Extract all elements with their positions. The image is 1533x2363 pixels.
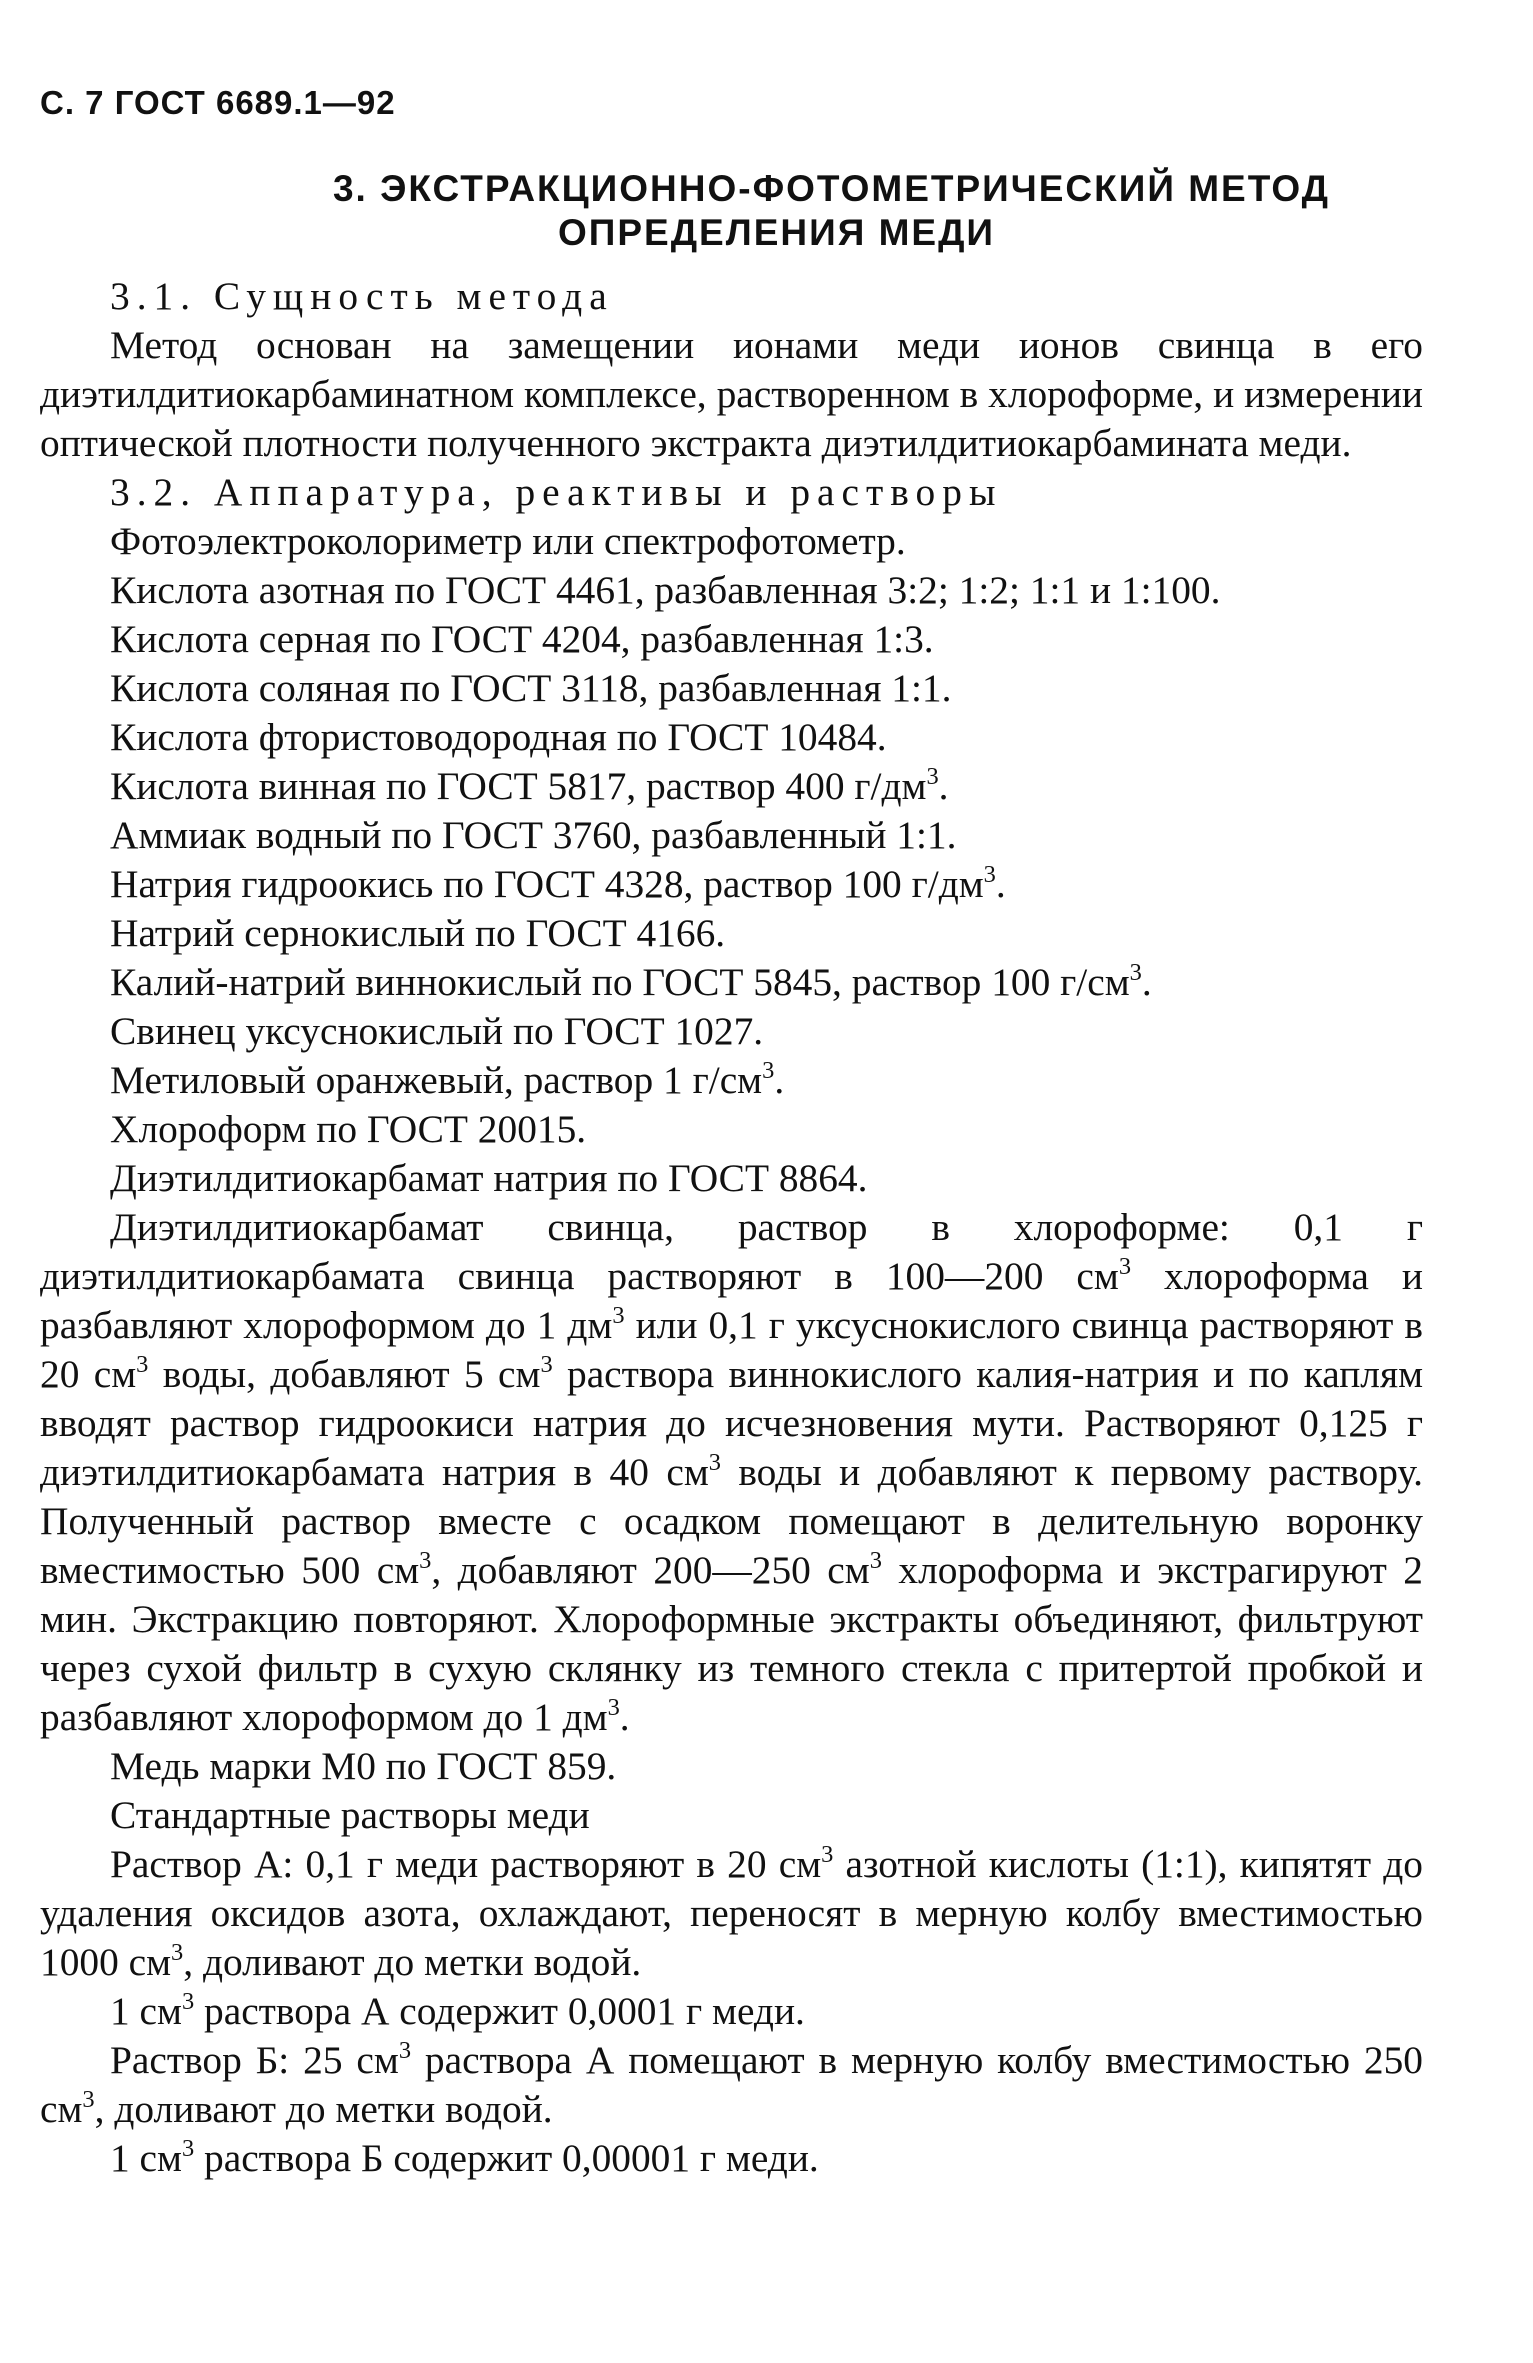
reagent-item: Кислота винная по ГОСТ 5817, раствор 400 $г/дм^3$.: [110, 762, 949, 808]
paragraph-solution-b: Раствор Б: 25 $см^3$ раствора А помещают в мерную колбу вместимостью 250 $см^3$, доливают до метки водой.: [40, 2036, 1423, 2131]
reagent-item: Кислота фтористоводородная по ГОСТ 10484.: [110, 715, 887, 759]
paragraph-lead-diethyldithiocarbamate: Диэтилдитиокарбамат свинца, раствор в хлороформе: 0,1 г диэтилдитиокарбамата свинца растворяют в 100—200 $см^3$ хлороформа и разбавляют хлороформом до 1 $дм^3$ или 0,1 г уксуснокислого свинца растворяют в 20 $см^3$ воды, добавляют 5 $см^3$ раствора виннокислого калия-натрия и по каплям вводят раствор гидроокиси натрия до исчезновения мути. Растворяют 0,125 г диэтилдитиокарбамата натрия в 40 $см^3$ воды и добавляют к первому раствору. Полученный раствор вместе с осадком помещают в делительную воронку вместимостью 500 $см^3$, добавляют 200—250 $см^3$ хлороформа и экстрагируют 2 мин. Экстракцию повторяют. Хлороформные экстракты объединяют, фильтруют через сухой фильтр в сухую склянку из темного стекла с притертой пробкой и разбавляют хлороформом до 1 $дм^3$.: [40, 1205, 1423, 1739]
reagent-item: Кислота азотная по ГОСТ 4461, разбавленная 3:2; 1:2; 1:1 и 1:100.: [110, 568, 1221, 612]
reagent-item: Хлороформ по ГОСТ 20015.: [110, 1107, 587, 1151]
reagent-item: Кислота серная по ГОСТ 4204, разбавленная 1:3.: [110, 617, 934, 661]
page-header: С. 7 ГОСТ 6689.1—92: [40, 84, 396, 121]
reagent-item: Фотоэлектроколориметр или спектрофотометр.: [110, 519, 906, 563]
subsection-heading-3-1: 3.1. Сущность метода: [110, 274, 614, 318]
reagent-item: Свинец уксуснокислый по ГОСТ 1027.: [110, 1009, 764, 1053]
reagent-item: Диэтилдитиокарбамат натрия по ГОСТ 8864.: [110, 1156, 868, 1200]
document-body: [40, 272, 1423, 2183]
paragraph-solution-a: Раствор А: 0,1 г меди растворяют в 20 $см^3$ азотной кислоты (1:1), кипятят до удаления оксидов азота, охлаждают, переносят в мерную колбу вместимостью 1000 $см^3$, доливают до метки водой.: [40, 1840, 1423, 1984]
paragraph-method-essence: Метод основан на замещении ионами меди ионов свинца в его диэтилдитиокарбаминатном комплексе, растворенном в хлороформе, и измерении оптической плотности полученного экстракта диэтилдитиокарбамината меди.: [40, 323, 1423, 465]
reagent-item: Калий-натрий виннокислый по ГОСТ 5845, раствор 100 $г/см^3$.: [110, 958, 1152, 1004]
reagent-item: Натрия гидроокись по ГОСТ 4328, раствор 100 $г/дм^3$.: [110, 860, 1006, 906]
subsection-heading-3-2: 3.2. Аппаратура, реактивы и растворы: [110, 470, 1003, 514]
solution-a-content: 1 $см^3$ раствора А содержит 0,0001 г меди.: [110, 1987, 805, 2033]
reagent-item: Метиловый оранжевый, раствор 1 $г/см^3$.: [110, 1056, 785, 1102]
reagent-item: Натрий сернокислый по ГОСТ 4166.: [110, 911, 726, 955]
standard-solutions-heading: Стандартные растворы меди: [110, 1793, 590, 1837]
reagent-item: Кислота соляная по ГОСТ 3118, разбавленная 1:1.: [110, 666, 952, 710]
reagent-item: Аммиак водный по ГОСТ 3760, разбавленный 1:1.: [110, 813, 957, 857]
reagent-item-copper: Медь марки М0 по ГОСТ 859.: [110, 1744, 617, 1788]
solution-b-content: 1 $см^3$ раствора Б содержит 0,00001 г меди.: [110, 2134, 819, 2180]
section-title-line-2: ОПРЕДЕЛЕНИЯ МЕДИ: [557, 212, 996, 253]
section-title-line-1: 3. ЭКСТРАКЦИОННО-ФОТОМЕТРИЧЕСКИЙ МЕТОД: [332, 168, 1331, 209]
